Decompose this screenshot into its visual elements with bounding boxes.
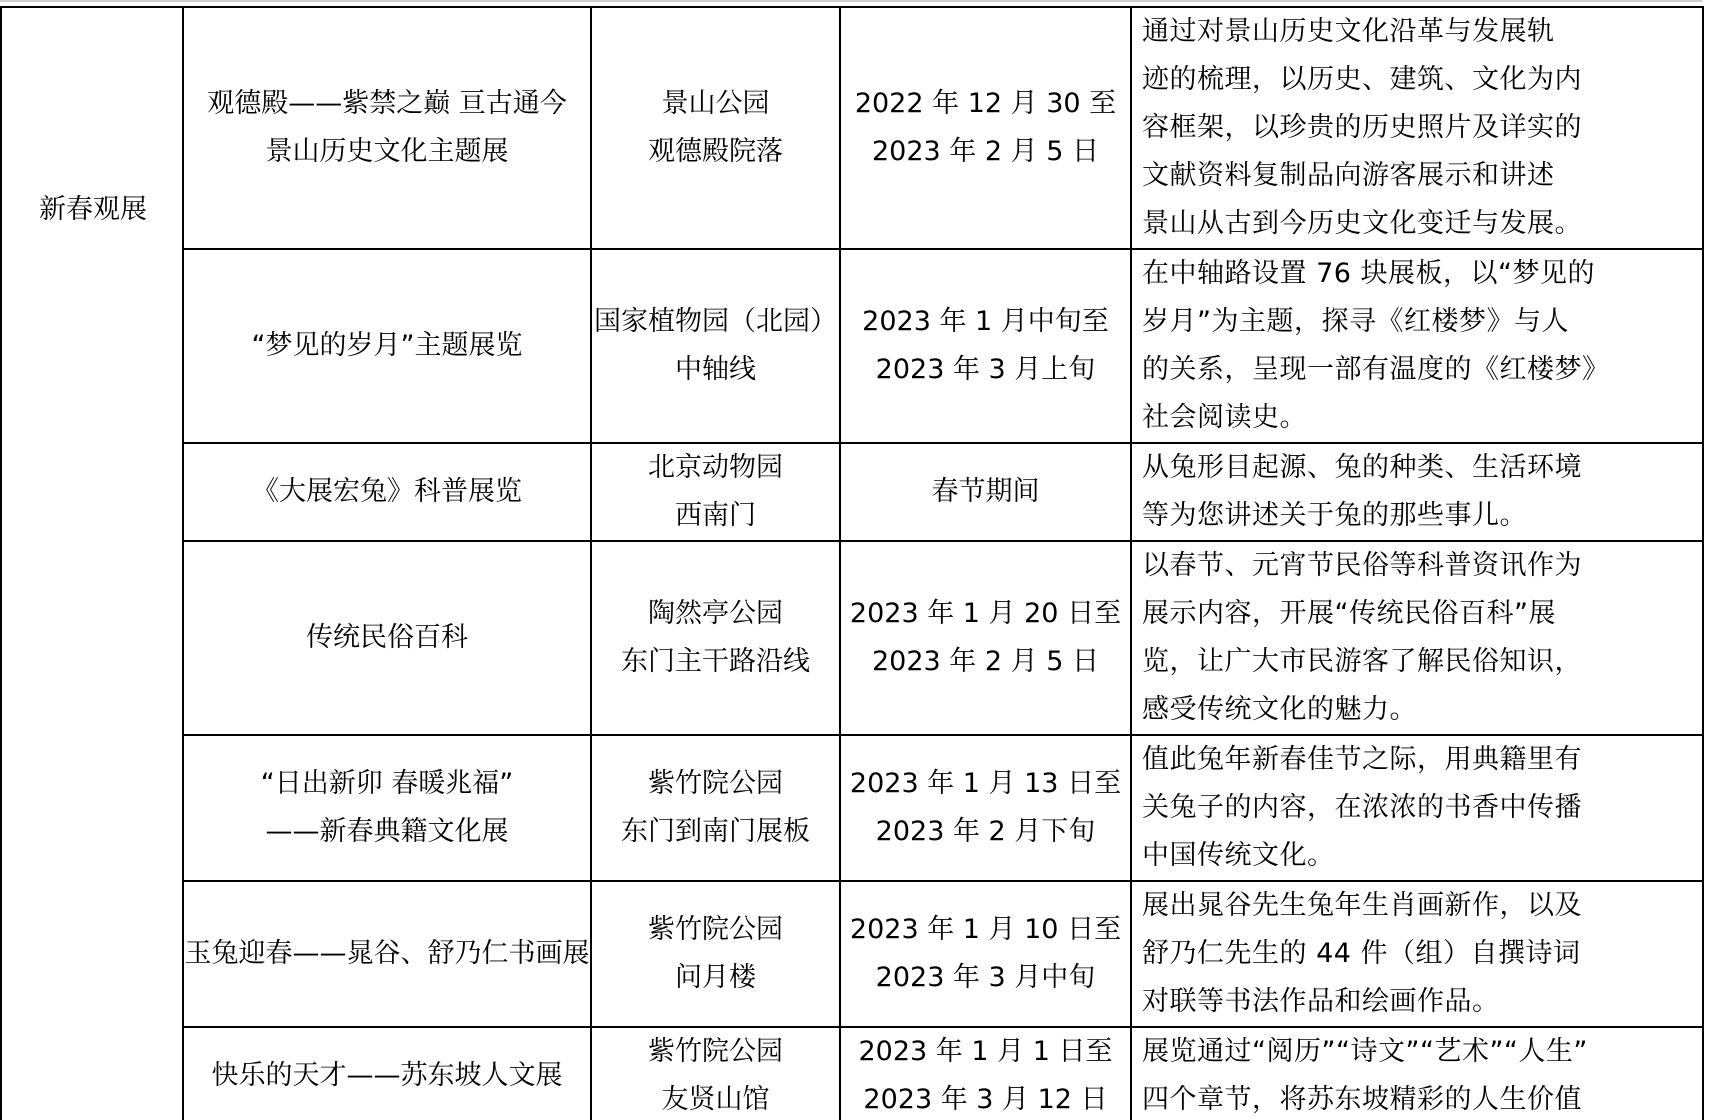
venue-line: 景山公园 — [661, 88, 770, 119]
exhibition-name-line: 观德殿——紫禁之巅 亘古通今 — [207, 88, 567, 119]
description-line: 舒乃仁先生的 44 件（组）自撰诗词 — [1142, 938, 1581, 969]
description-line: 感受传统文化的魅力。 — [1142, 694, 1417, 725]
description-line: 岁月”为主题，探寻《红楼梦》与人 — [1142, 306, 1569, 337]
venue-cell — [591, 541, 840, 735]
description-line: 中国传统文化。 — [1142, 840, 1335, 871]
date-cell — [840, 1027, 1131, 1120]
description-line: 景山从古到今历史文化变迁与发展。 — [1142, 208, 1582, 239]
date-line: 2023 年 2 月 5 日 — [872, 136, 1099, 167]
exhibition-name-cell — [183, 249, 591, 443]
venue-line: 观德殿院落 — [648, 136, 783, 167]
venue-line: 东门主干路沿线 — [621, 646, 810, 677]
description-line: 社会阅读史。 — [1142, 402, 1307, 433]
venue-cell — [591, 1027, 840, 1120]
table-row — [1, 735, 1703, 881]
category-cell — [1, 7, 183, 1120]
date-cell — [840, 249, 1131, 443]
description-cell — [1131, 7, 1703, 249]
description-line: 展览通过“阅历”“诗文”“艺术”“人生” — [1142, 1036, 1588, 1067]
description-line: 容框架，以珍贵的历史照片及详实的 — [1142, 112, 1582, 143]
date-line: 2023 年 2 月下旬 — [875, 816, 1096, 847]
date-line: 2023 年 3 月上旬 — [875, 354, 1096, 385]
venue-line: 陶然亭公园 — [648, 598, 783, 629]
venue-line: 紫竹院公园 — [648, 1036, 783, 1067]
description-cell — [1131, 249, 1703, 443]
exhibition-table-body — [1, 7, 1703, 1120]
exhibition-name-line: ——新春典籍文化展 — [265, 816, 509, 847]
table-row — [1, 881, 1703, 1027]
description-line: 览，让广大市民游客了解民俗知识， — [1142, 646, 1582, 677]
exhibition-name-cell — [183, 443, 591, 541]
description-cell — [1131, 1027, 1703, 1120]
venue-line: 友贤山馆 — [661, 1084, 770, 1115]
description-line: 在中轴路设置 76 块展板，以“梦见的 — [1142, 258, 1596, 289]
date-cell — [840, 541, 1131, 735]
table-row — [1, 443, 1703, 541]
exhibition-name-cell — [183, 541, 591, 735]
exhibition-name-line: “日出新卯 春暖兆福” — [260, 768, 514, 799]
page-top-edge — [0, 0, 1702, 2]
table-row — [1, 249, 1703, 443]
description-line: 通过对景山历史文化沿革与发展轨 — [1142, 16, 1555, 47]
venue-line: 紫竹院公园 — [648, 768, 783, 799]
date-line: 2023 年 1 月中旬至 — [862, 306, 1109, 337]
exhibition-name-cell — [183, 1027, 591, 1120]
venue-cell — [591, 735, 840, 881]
table-row — [1, 541, 1703, 735]
description-line: 对联等书法作品和绘画作品。 — [1142, 986, 1500, 1017]
date-line: 2023 年 2 月 5 日 — [872, 646, 1099, 677]
exhibition-name-line: “梦见的岁月”主题展览 — [251, 330, 523, 361]
date-line: 春节期间 — [931, 476, 1040, 507]
exhibition-name-cell — [183, 735, 591, 881]
description-line: 的关系，呈现一部有温度的《红楼梦》 — [1142, 354, 1610, 385]
exhibition-name-cell — [183, 7, 591, 249]
venue-line: 中轴线 — [675, 354, 756, 385]
date-line: 2023 年 1 月 1 日至 — [858, 1036, 1113, 1067]
description-line: 四个章节，将苏东坡精彩的人生价值 — [1142, 1084, 1582, 1115]
description-line: 文献资料复制品向游客展示和讲述 — [1142, 160, 1555, 191]
exhibition-name-line: 快乐的天才——苏东坡人文展 — [211, 1060, 563, 1091]
date-line: 2023 年 3 月 12 日 — [863, 1084, 1108, 1115]
venue-cell — [591, 249, 840, 443]
description-cell — [1131, 735, 1703, 881]
description-line: 值此兔年新春佳节之际，用典籍里有 — [1142, 744, 1582, 775]
venue-cell — [591, 7, 840, 249]
exhibition-name-line: 《大展宏兔》科普展览 — [252, 476, 522, 507]
description-cell — [1131, 443, 1703, 541]
venue-line: 北京动物园 — [648, 452, 783, 483]
venue-line: 国家植物园（北园） — [594, 306, 837, 337]
exhibition-table — [0, 6, 1704, 1120]
date-cell — [840, 735, 1131, 881]
description-line: 等为您讲述关于兔的那些事儿。 — [1142, 500, 1527, 531]
venue-line: 东门到南门展板 — [621, 816, 810, 847]
description-line: 关兔子的内容，在浓浓的书香中传播 — [1142, 792, 1582, 823]
date-line: 2023 年 1 月 20 日至 — [849, 598, 1122, 629]
exhibition-name-cell — [183, 881, 591, 1027]
description-line: 展出晁谷先生兔年生肖画新作，以及 — [1142, 890, 1582, 921]
venue-cell — [591, 443, 840, 541]
date-cell — [840, 7, 1131, 249]
category-label: 新春观展 — [39, 194, 147, 225]
exhibition-name-line: 玉兔迎春——晁谷、舒乃仁书画展 — [184, 938, 590, 969]
date-line: 2022 年 12 月 30 至 — [854, 88, 1117, 119]
description-cell — [1131, 541, 1703, 735]
description-line: 从兔形目起源、兔的种类、生活环境 — [1142, 452, 1582, 483]
date-line: 2023 年 1 月 10 日至 — [849, 914, 1122, 945]
date-line: 2023 年 3 月中旬 — [875, 962, 1096, 993]
date-cell — [840, 443, 1131, 541]
exhibition-name-line: 传统民俗百科 — [306, 622, 468, 653]
exhibition-name-line: 景山历史文化主题展 — [265, 136, 509, 167]
venue-line: 紫竹院公园 — [648, 914, 783, 945]
venue-line: 西南门 — [675, 500, 756, 531]
date-cell — [840, 881, 1131, 1027]
venue-cell — [591, 881, 840, 1027]
table-row — [1, 1027, 1703, 1120]
description-line: 以春节、元宵节民俗等科普资讯作为 — [1142, 550, 1582, 581]
table-row — [1, 7, 1703, 249]
venue-line: 问月楼 — [675, 962, 756, 993]
description-line: 迹的梳理，以历史、建筑、文化为内 — [1142, 64, 1582, 95]
description-line: 展示内容，开展“传统民俗百科”展 — [1142, 598, 1556, 629]
description-cell — [1131, 881, 1703, 1027]
date-line: 2023 年 1 月 13 日至 — [849, 768, 1122, 799]
